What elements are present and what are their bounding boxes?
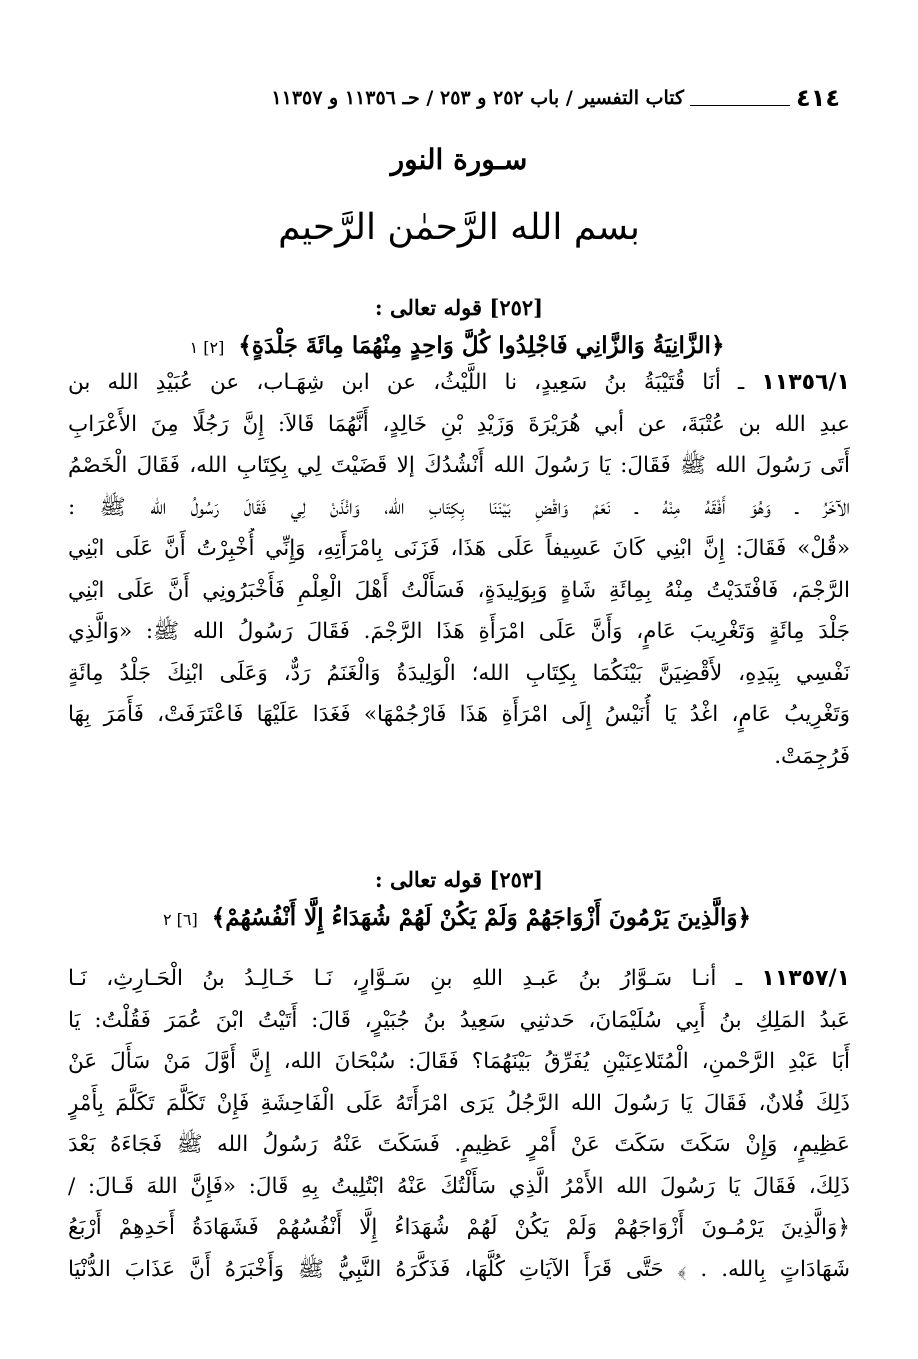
text-line: الآخَرُ ـ وَهُوَ أَفْقَهُ مِنْهُ ـ نَعَمْ وَاقْضِ بَيْنَنَا بِكِتَابِ الله، وَائْذَنْ لِي فَقَالَ رَسُولُ الله ﷺ : [68,494,850,520]
header-rule [690,105,790,106]
text-line: ١١٣٥٦/١ ـ أنَا قُتَيْبَةُ بنُ سَعِيدٍ، نا اللَّيْثُ، عن ابن شِهَـاب، عن عُبَيْدِ الله بن [68,370,850,395]
verse-text: ﴿الزَّانِيَةُ وَالزَّانِي فَاجْلِدُوا كُلَّ وَاحِدٍ مِنْهُمَا مِائَةَ جَلْدَةٍ﴾ [238,332,725,359]
hadith-11356 [68,362,850,777]
verse-253 [70,898,844,940]
verse-reference: [٢] ١ [189,338,225,357]
text-line: ١١٣٥٧/١ ـ أنـا سَـوَّارُ بنُ عَبـدِ اللهِ بنِ سَـوَّارٍ، نَـا خَـالِـدُ بنُ الْحَـارِثِ، نَـا [68,966,850,991]
running-head: كتاب التفسير / باب ٢٥٢ و ٢٥٣ / حـ ١١٣٥٦ و ١١٣٥٧ [271,87,685,109]
text-line: «قُلْ» فَقَالَ: إِنَّ ابْنِي كَانَ عَسِيفاً عَلَى هَذَا، فَزَنَى بِامْرَأَتِهِ، وَإِنِّي أُخْبِرْتُ أَنَّ عَلَى ابْنِي [68,536,850,561]
text-line: نَفْسِي بِيَدِهِ، لأَقْضِيَنَّ بَيْنَكُمَا بِكِتَابِ الله؛ الْوَلِيدَةُ وَالْغَنَمُ رَدٌّ، وَعَلَى ابْنِكَ جَلْدُ مِائَةٍ [68,660,850,686]
page-header [70,78,840,112]
text-line: ذَلِكَ فُلانٌ، فَقَالَ يَا رَسُولَ الله الرَّجُلُ يَرَى امْرَأَتَهُ عَلَى الْفَاحِشَةِ فَإِنْ تَكَلَّمَ تَكَلَّمَ بِأَمْرٍ [68,1090,850,1116]
text-line: أَبَا عَبْدِ الرَّحْمنِ، الْمُتَلاعِنَيْنِ يُفَرِّقُ بَيْنَهُمَا؟ فَقَالَ: سُبْحَانَ الله، إِنَّ أَوَّلَ مَنْ سَأَلَ عَنْ [68,1049,850,1074]
hadith-number: ١١٣٥٦/١ [761,370,850,395]
text-line: ذَلِكَ، فَقَالَ يَا رَسُولَ الله الأَمْرُ الَّذِي سَأَلْتُكَ عَنْهُ ابْتُلِيتُ بِهِ قَالَ: «فَإِنَّ اللهَ قَـالَ: / [68,1173,850,1199]
chapter-heading-252: [٢٥٢] قوله تعالى : [374,295,544,320]
basmala: بسم الله الرَّحمٰن الرَّحيم [278,207,640,248]
text-line: جَلْدَ مِائَةٍ وَتَغْرِيبَ عَامٍ، وَأَنَّ عَلَى امْرَأَةِ هَذَا الرَّجْمَ. فَقَالَ رَسُولُ الله ﷺ: «وَالَّذِي [68,619,850,644]
text-line: شَهَادَاتٍ بِالله. . ﴾ حَتَّى قَرَأَ الآيَاتِ كُلَّهَا، فَذَكَّرَهُ النَّبِيُّ ﷺ وَأَخْبَرَهُ أَنَّ عَذَابَ الدُّنْيَا [68,1256,850,1282]
verse-reference: [٦] ٢ [162,910,198,929]
text-line: أَتَى رَسُولَ الله ﷺ فَقَالَ: يَا رَسُولَ الله أَنْشُدُكَ إلا قَضَيْتَ لِي بِكِتَابِ الله، فَقَالَ الْخَصْمُ [68,453,850,478]
page-number: ٤١٤ [796,84,840,112]
verse-text: ﴿وَالَّذِينَ يَرْمُونَ أَزْوَاجَهُمْ وَلَمْ يَكُنْ لَهُمْ شُهَدَاءُ إِلَّا أَنْفُسُهُمْ﴾ [211,904,752,931]
text-line: الرَّجْمَ، فَافْتَدَيْتُ مِنْهُ بِمِائَةِ شَاةٍ وَبِوَلِيدَةٍ، فَسَأَلْتُ أَهْلَ الْعِلْمِ فَأَخْبَرُونِي أَنَّ عَلَى ابْنِي [68,577,850,603]
surah-title: سـورة النور [390,143,528,176]
text-line: وَتَغْرِيبُ عَامٍ، اغْدُ يَا أُنَيْسُ إِلَى امْرَأَةِ هَذَا فَارْجُمْهَا» فَغَدَا عَلَيْهَا فَاعْتَرَفَتْ، فَأَمَرَ بِهَا [68,702,850,727]
hadith-11357 [68,958,850,1290]
hadith-number: ١١٣٥٧/١ [761,966,850,991]
text-line: عبدِ الله بن عُتْبَةَ، عن أبي هُرَيْرَةَ وَزَيْدِ بْنِ خَالِدٍ، أَنَّهُمَا قَالاَ: إِنَّ رَجُلًا مِنَ الأَعْرَابِ [68,411,850,437]
text-line: عَبدُ المَلِكِ بنُ أَبِي سُلَيْمَانَ، حَدثنِي سَعِيدُ بنُ جُبَيْرٍ، قَالَ: أَتَيْتُ ابْنَ عُمَرَ فَقُلْتُ: يَا [68,1007,850,1033]
chapter-heading-253: [٢٥٣] قوله تعالى : [374,867,544,892]
text-line: عَظِيمٍ، وَإِنْ سَكَتَ سَكَتَ عَنْ أَمْرٍ عَظِيمٍ. فَسَكَتَ عَنْهُ رَسُولُ الله ﷺ فَجَاءَهُ بَعْدَ [68,1132,850,1157]
text-line: ﴿وَالَّذِينَ يَرْمُـونَ أَزْوَاجَهُمْ وَلَمْ يَكُنْ لَهُمْ شُهَدَاءُ إِلَّا أَنْفُسُهُمْ فَشَهَادَةُ أَحَدِهِمْ أَرْبَعُ [68,1215,850,1240]
text-line: فَرُجِمَتْ. [774,743,850,769]
